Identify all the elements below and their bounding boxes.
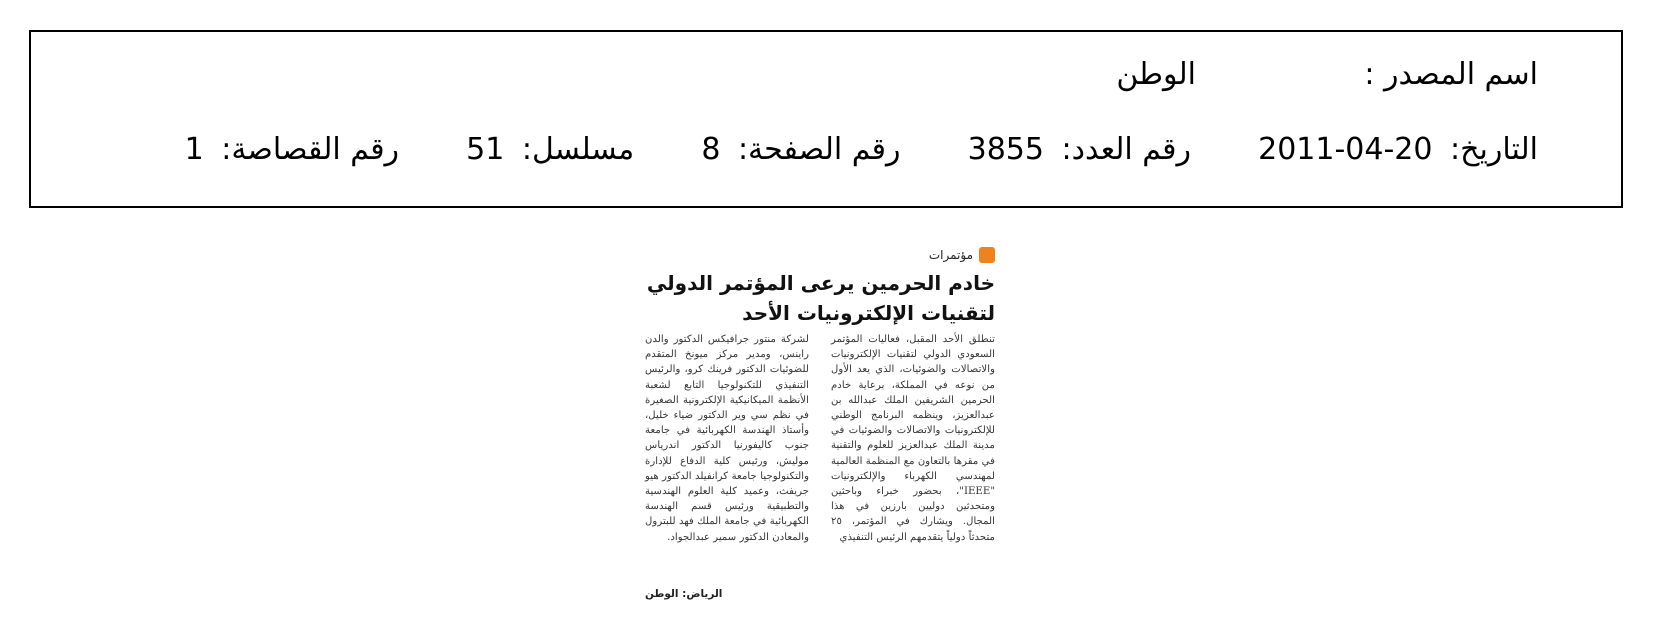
page-label: رقم الصفحة: (737, 132, 901, 167)
clip-number-label: رقم القصاصة: (221, 132, 400, 167)
article-headline (645, 268, 995, 328)
newspaper-clipping (645, 244, 995, 614)
issue-value: 3855 (967, 132, 1044, 167)
section-label: مؤتمرات (928, 248, 973, 262)
headline-line-1: خادم الحرمين يرعى المؤتمر الدولي (646, 271, 995, 295)
section-square-icon (979, 247, 995, 263)
source-info-box (29, 30, 1623, 208)
date-label: التاريخ: (1450, 132, 1538, 167)
serial-label: مسلسل: (521, 132, 635, 167)
source-value: الوطن (1116, 57, 1196, 92)
source-label: اسم المصدر : (1364, 57, 1538, 92)
article-byline: الرياض: الوطن (645, 588, 723, 600)
page-value: 8 (701, 132, 721, 167)
serial-value: 51 (466, 132, 505, 167)
clipping-info-line (185, 132, 1538, 168)
clip-number-value: 1 (184, 132, 204, 167)
date-value: 2011-04-20 (1258, 132, 1433, 167)
issue-label: رقم العدد: (1061, 132, 1192, 167)
article-column-right: تنطلق الأحد المقبل، فعاليات المؤتمر السعودي الدولي لتقنيات الإلكترونيات والاتصالات والضوئيات، الذي يعد الأول من نوعه في المملكة، برعاية خادم الحرمين الشريفين الملك عبدالله بن عبدالعزيز، وينظمه البرنامج الوطني للإلكترونيات والاتصالات والضوئيات في مدينة الملك عبدالعزيز للعلوم والتقنية في مقرها بالتعاون مع المنظمة العالمية لمهندسي الكهرباء والإلكترونيات "IEEE"، بحضور خبراء وباحثين ومتحدثين دوليين بارزين في هذا المجال. ويشارك في المؤتمر، ٢٥ متحدثاً دولياً يتقدمهم الرئيس التنفيذي (831, 334, 995, 543)
headline-line-2: لتقنيات الإلكترونيات الأحد (742, 301, 995, 325)
article-column-left: لشركة منتور جرافيكس الدكتور والدن راينس، ومدير مركز ميونخ المتقدم للضوئيات الدكتور فرينك كرو، والرئيس التنفيذي للتكنولوجيا التابع لشعبة الأنظمة الميكانيكية الإلكترونية الصغيرة في نظم سي وير الدكتور ضياء خليل، وأستاذ الهندسة الكهربائية في جامعة جنوب كاليفورنيا الدكتور اندرياس موليش، ورئيس كلية الدفاع للإدارة والتكنولوجيا جامعة كرانفيلد الدكتور هيو جريفث، وعميد كلية العلوم الهندسية والتطبيقية ورئيس قسم الهندسة الكهربائية في جامعة الملك فهد للبترول والمعادن الدكتور سمير عبدالجواد. (645, 334, 809, 543)
section-tag (929, 246, 995, 264)
